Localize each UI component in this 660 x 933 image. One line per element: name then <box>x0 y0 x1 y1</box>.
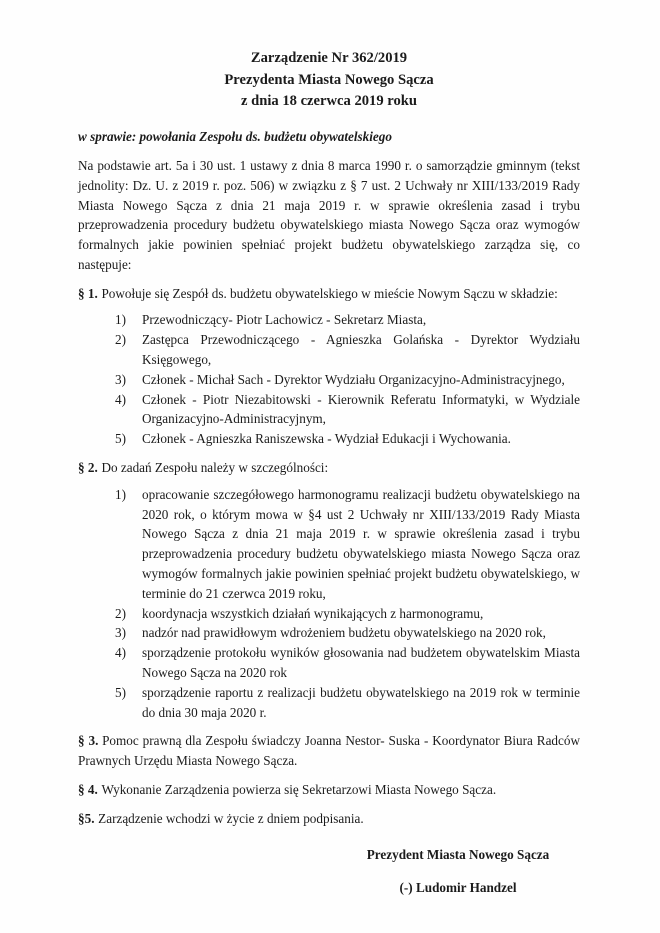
list-item: sporządzenie raportu z realizacji budżetu obywatelskiego na 2019 rok w terminie do dnia 30 maja 2020 r. <box>142 684 580 720</box>
section-5-paragraph <box>78 809 580 829</box>
list-item: Przewodniczący- Piotr Lachowicz - Sekretarz Miasta, <box>142 312 427 328</box>
ordinance-number: Zarządzenie Nr 362/2019 <box>250 50 408 66</box>
signature-name: (-) Ludomir Handzel <box>399 880 517 896</box>
section-3-paragraph <box>78 731 580 771</box>
list-item: Członek - Piotr Niezabitowski - Kierownik Referatu Informatyki, w Wydziale Organizacyjno-Administracyjnym, <box>142 391 580 427</box>
section-4-number: § 4. <box>78 782 98 798</box>
section-1-text: Powołuje się Zespół ds. budżetu obywatelskiego w mieście Nowym Sączu w składzie: <box>101 285 558 301</box>
section-2-text: Do zadań Zespołu należy w szczególności: <box>101 460 329 476</box>
section-1-number: § 1. <box>78 285 98 301</box>
list-item: opracowanie szczegółowego harmonogramu realizacji budżetu obywatelskiego na 2020 rok, o którym mowa w §4 ust 2 Uchwały nr XIII/133/2019 Rady Miasta Nowego Sącza z dnia 21 maja 2019 r. w sprawie określenia zasad i trybu przeprowadzenia procedury budżetu obywatelskiego miasta Nowego Sącza oraz wymogów formalnych jakie powinien spełniać projekt budżetu obywatelskiego, w terminie do 21 czerwca 2019 roku, <box>142 486 580 601</box>
section-2-list <box>78 485 580 723</box>
list-item: Zastępca Przewodniczącego - Agnieszka Golańska - Dyrektor Wydziału Księgowego, <box>142 332 580 368</box>
section-4-text: Wykonanie Zarządzenia powierza się Sekretarzowi Miasta Nowego Sącza. <box>101 782 497 798</box>
section-2-heading <box>78 458 580 478</box>
section-5-number: §5. <box>78 810 95 826</box>
list-item: Członek - Agnieszka Raniszewska - Wydział Edukacji i Wychowania. <box>142 431 511 447</box>
section-2-number: § 2. <box>78 460 98 476</box>
subject-line: w sprawie: powołania Zespołu ds. budżetu obywatelskiego <box>78 129 392 145</box>
section-4-paragraph <box>78 780 580 800</box>
list-item: Członek - Michał Sach - Dyrektor Wydziału Organizacyjno-Administracyjnego, <box>142 371 565 387</box>
title-block <box>78 48 580 113</box>
list-item: nadzór nad prawidłowym wdrożeniem budżetu obywatelskiego na 2020 rok, <box>142 625 546 641</box>
signature-role: Prezydent Miasta Nowego Sącza <box>366 846 550 862</box>
ordinance-issuer: Prezydenta Miasta Nowego Sącza <box>224 71 434 88</box>
section-3-number: § 3. <box>78 733 99 749</box>
list-item: sporządzenie protokołu wyników głosowania nad budżetem obywatelskim Miasta Nowego Sącza na 2020 rok <box>142 645 580 681</box>
section-5-text: Zarządzenie wchodzi w życie z dniem podpisania. <box>98 810 364 826</box>
preamble-paragraph: Na podstawie art. 5a i 30 ust. 1 ustawy z dnia 8 marca 1990 r. o samorządzie gminnym (tekst jednolity: Dz. U. z 2019 r. poz. 506) w związku z § 7 ust. 2 Uchwały nr XIII/133/2019 Rady Miasta Nowego Sącza z dnia 21 maja 2019 r. w sprawie określenia zasad i trybu przeprowadzenia procedury budżetu obywatelskiego miasta Nowego Sącza oraz wymogów formalnych jakie powinien spełniać projekt budżetu obywatelskiego zarządza się, co następuje: <box>78 157 580 272</box>
list-item: koordynacja wszystkich działań wynikających z harmonogramu, <box>142 605 484 621</box>
signature-block <box>336 845 580 899</box>
ordinance-date: z dnia 18 czerwca 2019 roku <box>240 93 418 110</box>
section-1-list <box>78 310 580 449</box>
section-1-heading <box>78 284 580 304</box>
section-3-text: Pomoc prawną dla Zespołu świadczy Joanna Nestor- Suska - Koordynator Biura Radców Prawnych Urzędu Miasta Nowego Sącza. <box>78 733 580 769</box>
